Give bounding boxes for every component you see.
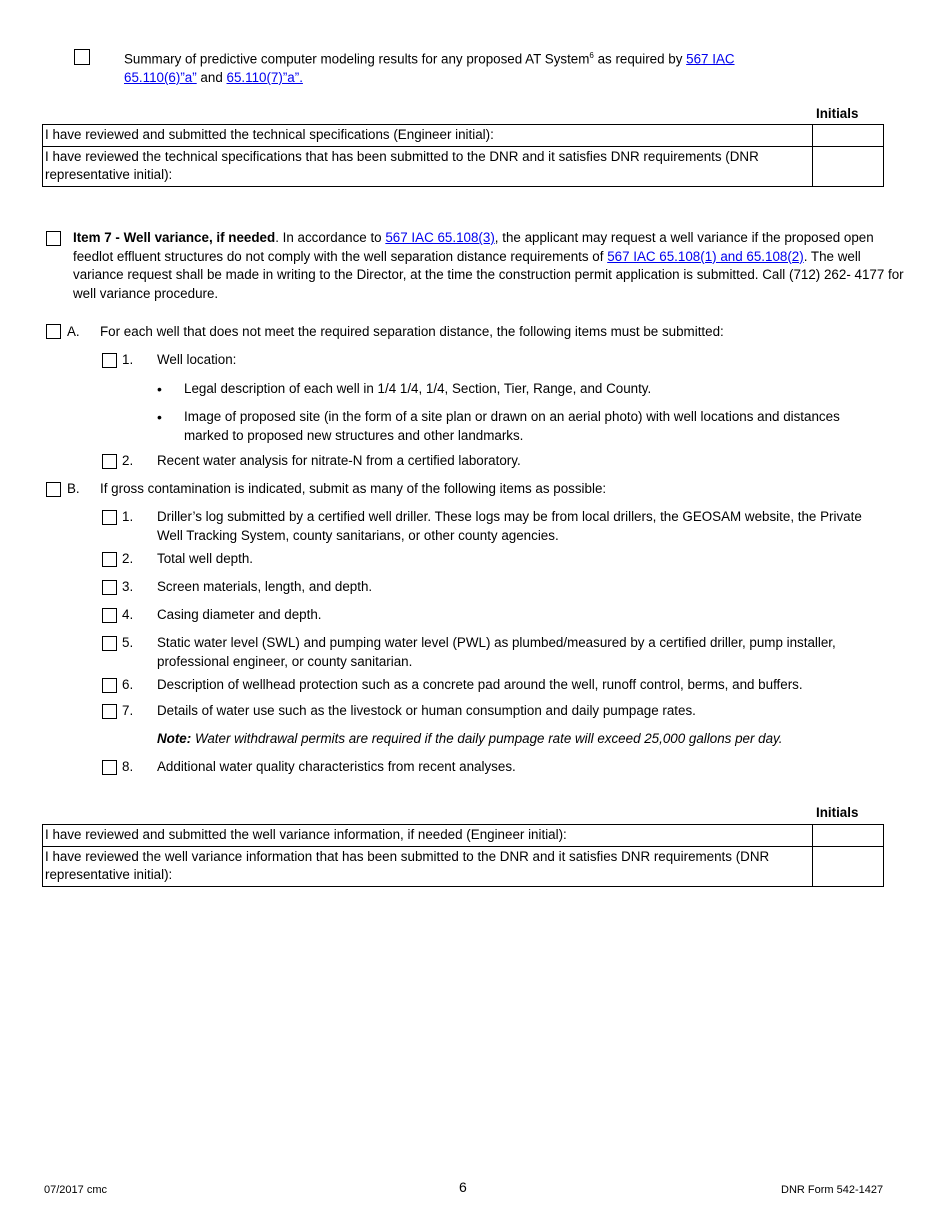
b2-text: Total well depth. xyxy=(157,551,254,566)
b6-text: Description of wellhead protection such as a concrete pad around the well, runoff control, berms, and buffers. xyxy=(157,677,803,692)
b1-num: 1. xyxy=(122,509,134,524)
b3-num: 3. xyxy=(122,579,134,594)
summary-link-2[interactable]: 65.110(7)”a”. xyxy=(226,69,303,85)
initials-table-2 xyxy=(42,824,884,887)
a1-bullet-1: Legal description of each well in 1/4 1/4, 1/4, Section, Tier, Range, and County. xyxy=(184,381,652,396)
b4-num: 4. xyxy=(122,607,134,622)
page-number: 6 xyxy=(459,1179,467,1195)
engineer-row: I have reviewed and submitted the well variance information, if needed (Engineer initial): xyxy=(43,825,813,847)
item7-link-2[interactable]: 567 IAC 65.108(1) and 65.108(2) xyxy=(607,248,804,264)
form-number: DNR Form 542-1427 xyxy=(781,1184,884,1196)
b4-text: Casing diameter and depth. xyxy=(157,607,322,622)
bullet-icon: • xyxy=(157,381,162,397)
summary-link-1a[interactable]: 567 IAC xyxy=(686,51,735,67)
note-label: Note: xyxy=(157,731,192,746)
a2-num: 2. xyxy=(122,453,134,468)
a2-text: Recent water analysis for nitrate-N from a certified laboratory. xyxy=(157,453,521,468)
b3-text: Screen materials, length, and depth. xyxy=(157,579,373,594)
b6-checkbox[interactable] xyxy=(102,678,117,693)
section-b-checkbox[interactable] xyxy=(46,482,61,497)
a1-num: 1. xyxy=(122,352,134,367)
section-a-label: A. xyxy=(67,324,80,339)
b1-checkbox[interactable] xyxy=(102,510,117,525)
b8-checkbox[interactable] xyxy=(102,760,117,775)
section-a-text: For each well that does not meet the required separation distance, the following items must be submitted: xyxy=(100,324,724,339)
b1-text: Driller’s log submitted by a certified well driller. These logs may be from local drillers, the GEOSAM website, the Private Well Tracking System, county sanitarians, or other county agencies. xyxy=(157,509,862,543)
b5-checkbox[interactable] xyxy=(102,636,117,651)
engineer-row: I have reviewed and submitted the technical specifications (Engineer initial): xyxy=(43,125,813,147)
dnr-initial-box[interactable] xyxy=(813,846,884,886)
b8-text: Additional water quality characteristics from recent analyses. xyxy=(157,759,516,774)
summary-text: Summary of predictive computer modeling results for any proposed AT System$^6$ as required by 567 IAC 65.110(6)”a” and 65.110(7)”a”. xyxy=(124,51,735,85)
engineer-initial-box[interactable] xyxy=(813,825,884,847)
item7-checkbox[interactable] xyxy=(46,231,61,246)
dnr-row: I have reviewed the technical specifications that has been submitted to the DNR and it satisfies DNR requirements (DNR representative initial): xyxy=(43,146,813,186)
footnote-ref: 6 xyxy=(589,51,594,60)
item7-text: Item 7 - Well variance, if needed. In accordance to 567 IAC 65.108(3), the applicant may request a well variance if the proposed open feedlot effluent structures do not comply with the well separation distance requirements of 567 IAC 65.108(1) and 65.108(2). The well variance request shall be made in writing to the Director, at the time the construction permit application is submitted. Call (712) 262- 4177 for well variance procedure. xyxy=(73,230,904,301)
engineer-initial-box[interactable] xyxy=(813,125,884,147)
b7-num: 7. xyxy=(122,703,134,718)
section-a-checkbox[interactable] xyxy=(46,324,61,339)
b3-checkbox[interactable] xyxy=(102,580,117,595)
b7-text: Details of water use such as the livestock or human consumption and daily pumpage rates. xyxy=(157,703,696,718)
b2-checkbox[interactable] xyxy=(102,552,117,567)
dnr-row: I have reviewed the well variance information that has been submitted to the DNR and it satisfies DNR requirements (DNR representative initial): xyxy=(43,846,813,886)
summary-checkbox[interactable] xyxy=(74,49,90,65)
item7-title: Item 7 - Well variance, if needed xyxy=(73,230,276,245)
initials-header-2: Initials xyxy=(816,805,859,820)
section-b-text: If gross contamination is indicated, submit as many of the following items as possible: xyxy=(100,481,607,496)
dnr-initial-box[interactable] xyxy=(813,146,884,186)
item7-link-1[interactable]: 567 IAC 65.108(3) xyxy=(385,230,495,245)
bullet-icon: • xyxy=(157,409,162,425)
b5-num: 5. xyxy=(122,635,134,650)
b4-checkbox[interactable] xyxy=(102,608,117,623)
b6-num: 6. xyxy=(122,677,134,692)
footer-date: 07/2017 cmc xyxy=(44,1184,107,1196)
b7-checkbox[interactable] xyxy=(102,704,117,719)
section-b-label: B. xyxy=(67,481,80,496)
a1-text: Well location: xyxy=(157,352,237,367)
initials-header-1: Initials xyxy=(816,106,859,121)
initials-table-1 xyxy=(42,124,884,187)
a1-checkbox[interactable] xyxy=(102,353,117,368)
b5-text: Static water level (SWL) and pumping water level (PWL) as plumbed/measured by a certified driller, pump installer, professional engineer, or county sanitarian. xyxy=(157,635,836,669)
b2-num: 2. xyxy=(122,551,134,566)
pumpage-note: Note: Water withdrawal permits are required if the daily pumpage rate will exceed 25,000 gallons per day. xyxy=(157,731,783,746)
a1-bullet-2: Image of proposed site (in the form of a site plan or drawn on an aerial photo) with well locations and distances marked to proposed new structures and other landmarks. xyxy=(184,409,840,443)
summary-link-1b[interactable]: 65.110(6)”a” xyxy=(124,69,197,85)
b8-num: 8. xyxy=(122,759,134,774)
a2-checkbox[interactable] xyxy=(102,454,117,469)
